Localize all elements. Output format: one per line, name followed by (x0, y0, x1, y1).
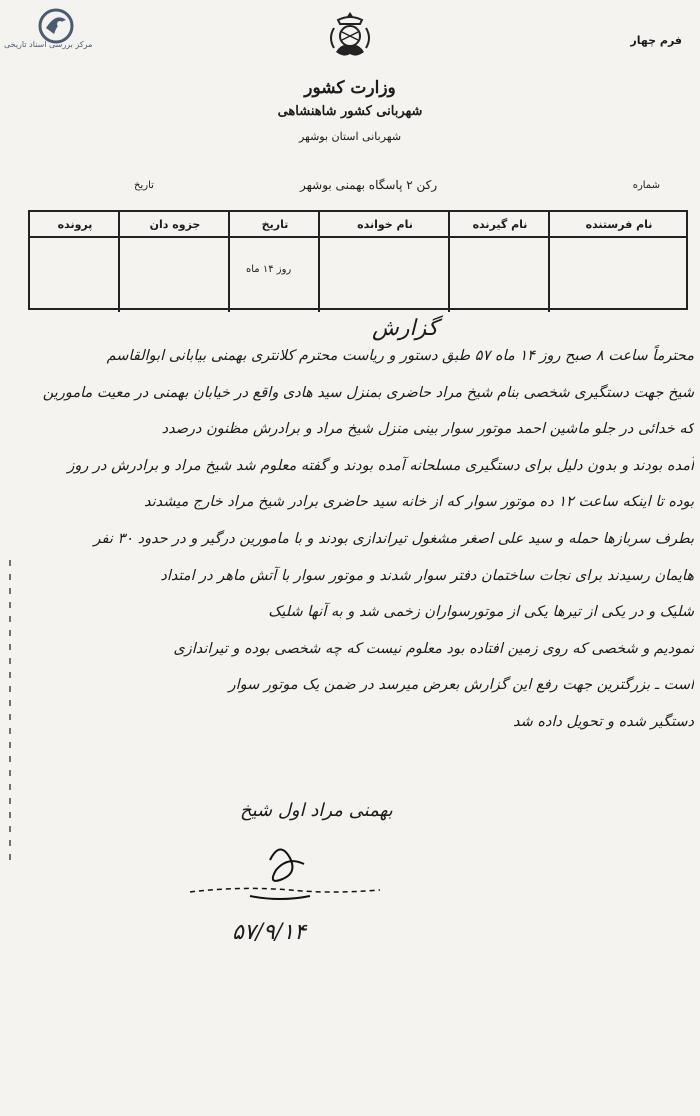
signatory-name: بهمنی مراد اول شیخ (240, 800, 393, 821)
report-line: بوده تا اینکه ساعت ۱۲ ده موتور سوار که از خانه سید حاضری برادر شیخ مراد خارج میشدند (144, 494, 694, 511)
report-line: نمودیم و شخصی که روی زمین افتاده بود معلوم نیست که چه شخصی بوده و تیراندازی (173, 640, 694, 657)
table-divider (228, 212, 230, 312)
date-cell-value: روز ۱۴ ماه (246, 264, 292, 275)
table-header (30, 212, 686, 238)
date-label: تاریخ (134, 180, 154, 191)
report-line: شیخ جهت دستگیری شخصی بنام شیخ مراد حاضری بمنزل سید هادی واقع در خیابان بهمنی در معیت مامورین (42, 384, 694, 401)
number-label: شماره (632, 180, 660, 191)
column-reader: نام خوانده (357, 218, 413, 231)
report-line: هایمان رسیدند برای نجات ساختمان دفتر سوار شدند و موتور سوار با آتش ماهر در امتداد (160, 567, 694, 584)
archive-logo-icon (8, 6, 98, 58)
ministry-title: وزارت کشور (304, 78, 396, 98)
report-line: آمده بودند و بدون دلیل برای دستگیری مسلحانه آمده بودند و گفته معلوم شد شیخ مراد و برادرش در روز (67, 457, 694, 474)
report-line: بطرف سربازها حمله و سید علی اصغر مشغول تیراندازی بودند و با مامورین درگیر و در حدود ۳۰ نفر (93, 530, 694, 547)
report-title: گزارش (372, 316, 439, 341)
column-date: تاریخ (261, 218, 289, 231)
column-recipient: نام گیرنده (472, 218, 528, 231)
lion-and-sun-emblem-icon (322, 8, 378, 64)
reference-row (0, 180, 700, 202)
report-line: دستگیر شده و تحویل داده شد (513, 713, 694, 730)
table-divider (548, 212, 550, 312)
table-divider (318, 212, 320, 312)
routing-table (28, 210, 688, 310)
province-police-title: شهربانی استان بوشهر (298, 130, 402, 143)
margin-dashes-icon (6, 560, 14, 860)
report-line: محترماً ساعت ۸ صبح روز ۱۴ ماه ۵۷ طبق دستور و ریاست محترم کلانتری بهمنی بیابانی ابوالقاسم (106, 348, 694, 364)
watermark-text: مرکز بررسی اسناد تاریخی (4, 40, 93, 49)
report-line: شلیک و در یکی از تیرها یکی از موتورسواران زخمی شد و به آنها شلیک (268, 604, 694, 621)
police-title: شهربانی کشور شاهنشاهی (277, 104, 423, 119)
handwritten-signature-icon (180, 830, 400, 930)
column-sender: نام فرستنده (585, 218, 653, 231)
report-line: است ـ بزرگترین جهت رفع این گزارش بعرض میرسد در ضمن یک موتور سوار (228, 677, 694, 694)
table-divider (448, 212, 450, 312)
signature-date: ۵۷/۹/۱۴ (232, 920, 306, 945)
form-label: فرم چهار (630, 34, 682, 47)
unit-reference: رکن ۲ پاسگاه بهمنی بوشهر (300, 178, 438, 192)
report-body (14, 338, 694, 741)
column-file: پرونده (57, 218, 93, 231)
report-line: که خدائی در جلو ماشین احمد موتور سوار بینی منزل شیخ مراد و برادرش مظنون درصدد (161, 421, 694, 438)
column-binder: جزوه دان (149, 218, 201, 231)
table-divider (118, 212, 120, 312)
